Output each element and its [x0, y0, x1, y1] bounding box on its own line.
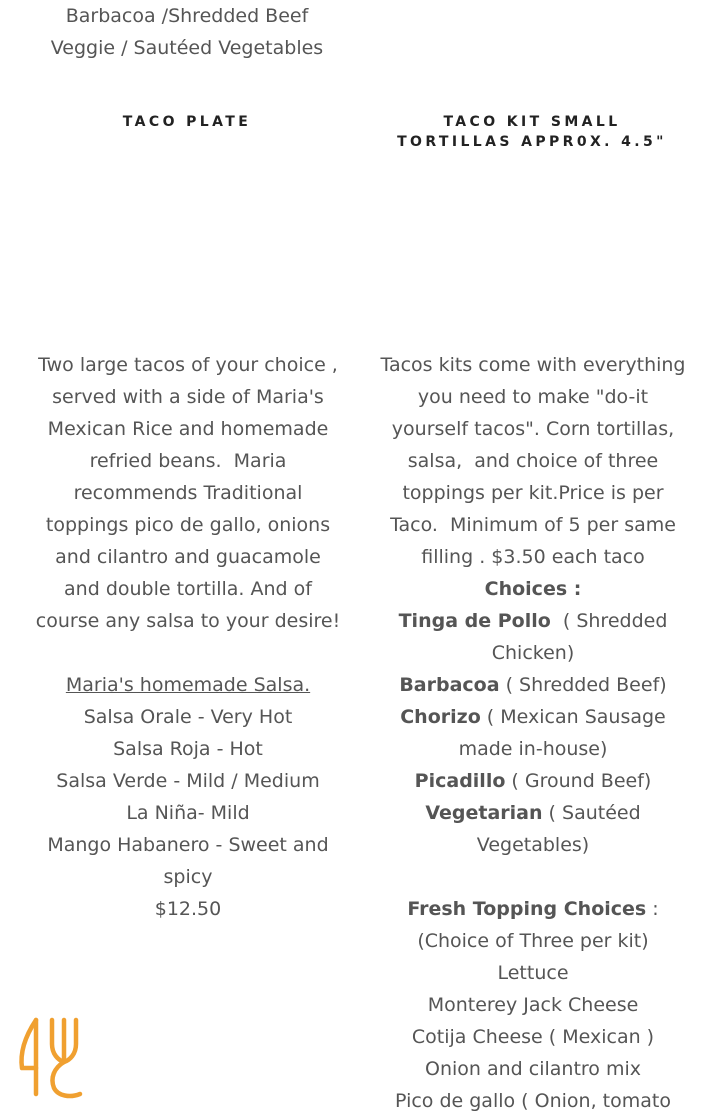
taco-kit-section: [378, 349, 688, 1117]
description-line: Mexican Rice and homemade: [47, 418, 329, 440]
choice-detail: ( Mexican Sausage: [480, 706, 666, 728]
salsa-item: La Niña- Mild: [126, 802, 250, 824]
description-line: served with a side of Maria's: [52, 386, 324, 408]
description-line: toppings pico de gallo, onions: [45, 514, 331, 536]
taco-plate-price: $12.50: [154, 898, 222, 920]
salsa-item: Mango Habanero - Sweet and: [47, 834, 329, 856]
choice-name: Vegetarian: [425, 802, 543, 824]
choice-detail: ( Sautéed: [542, 802, 641, 824]
taco-kit-description: [378, 349, 688, 573]
description-line: you need to make "do-it: [417, 386, 649, 408]
salsa-item: Salsa Roja - Hot: [113, 738, 263, 760]
choice-detail: ( Shredded: [550, 610, 668, 632]
choice-detail-continued: Vegetables): [476, 834, 590, 856]
salsa-item: spicy: [163, 866, 213, 888]
topping-heading: [378, 893, 688, 925]
choices-label: Choices :: [484, 578, 582, 600]
topping-note: (Choice of Three per kit): [417, 930, 649, 952]
choice-detail: ( Ground Beef): [505, 770, 652, 792]
choice-detail: ( Shredded Beef): [499, 674, 667, 696]
description-line: and double tortilla. And of: [64, 578, 312, 600]
description-line: filling . $3.50 each taco: [421, 546, 645, 568]
choice-item: [378, 669, 688, 701]
taco-plate-title: TACO PLATE: [122, 114, 252, 130]
salsa-heading: Maria's homemade Salsa.: [65, 674, 311, 696]
choice-item: [378, 765, 688, 797]
salsa-item: Salsa Orale - Very Hot: [83, 706, 293, 728]
taco-kit-title-line2: TORTILLAS APPR0X. 4.5": [397, 134, 667, 150]
topping-colon: :: [646, 898, 659, 920]
choice-name: Chorizo: [400, 706, 481, 728]
choice-item: [378, 701, 688, 733]
choice-detail-continued: made in-house): [458, 738, 608, 760]
top-filling-item: Barbacoa /Shredded Beef: [65, 5, 309, 27]
topping-item: Lettuce: [497, 962, 569, 984]
taco-plate-description: [30, 349, 346, 637]
choice-name: Barbacoa: [399, 674, 500, 696]
description-line: Two large tacos of your choice ,: [38, 354, 338, 376]
description-line: course any salsa to your desire!: [35, 610, 341, 632]
choice-name: Tinga de Pollo: [398, 610, 551, 632]
topping-list: [378, 957, 688, 1117]
description-line: yourself tacos". Corn tortillas,: [391, 418, 675, 440]
description-line: Tacos kits come with everything: [380, 354, 686, 376]
description-line: refried beans. Maria: [89, 450, 287, 472]
description-line: salsa, and choice of three: [407, 450, 659, 472]
salsa-list: [30, 701, 346, 893]
topping-label: Fresh Topping Choices: [407, 898, 647, 920]
taco-kit-title: [372, 112, 692, 152]
topping-item: Onion and cilantro mix: [425, 1058, 641, 1080]
description-line: recommends Traditional: [73, 482, 303, 504]
top-filling-item: Veggie / Sautéed Vegetables: [50, 37, 324, 59]
description-line: and cilantro and guacamole: [55, 546, 321, 568]
topping-item: Pico de gallo ( Onion, tomato: [395, 1090, 671, 1112]
top-fillings-list: [22, 0, 352, 64]
taco-kit-title-line1: TACO KIT SMALL: [443, 114, 621, 130]
fork-knife-logo-icon: [14, 1014, 92, 1100]
topping-item: Cotija Cheese ( Mexican ): [411, 1026, 655, 1048]
choice-item: [378, 605, 688, 637]
topping-item: Monterey Jack Cheese: [427, 994, 639, 1016]
description-line: toppings per kit.Price is per: [402, 482, 664, 504]
choice-name: Picadillo: [414, 770, 506, 792]
choice-item: [378, 797, 688, 829]
description-line: Taco. Minimum of 5 per same: [390, 514, 676, 536]
taco-plate-section: [30, 349, 346, 925]
choice-detail-continued: Chicken): [491, 642, 575, 664]
salsa-item: Salsa Verde - Mild / Medium: [56, 770, 320, 792]
